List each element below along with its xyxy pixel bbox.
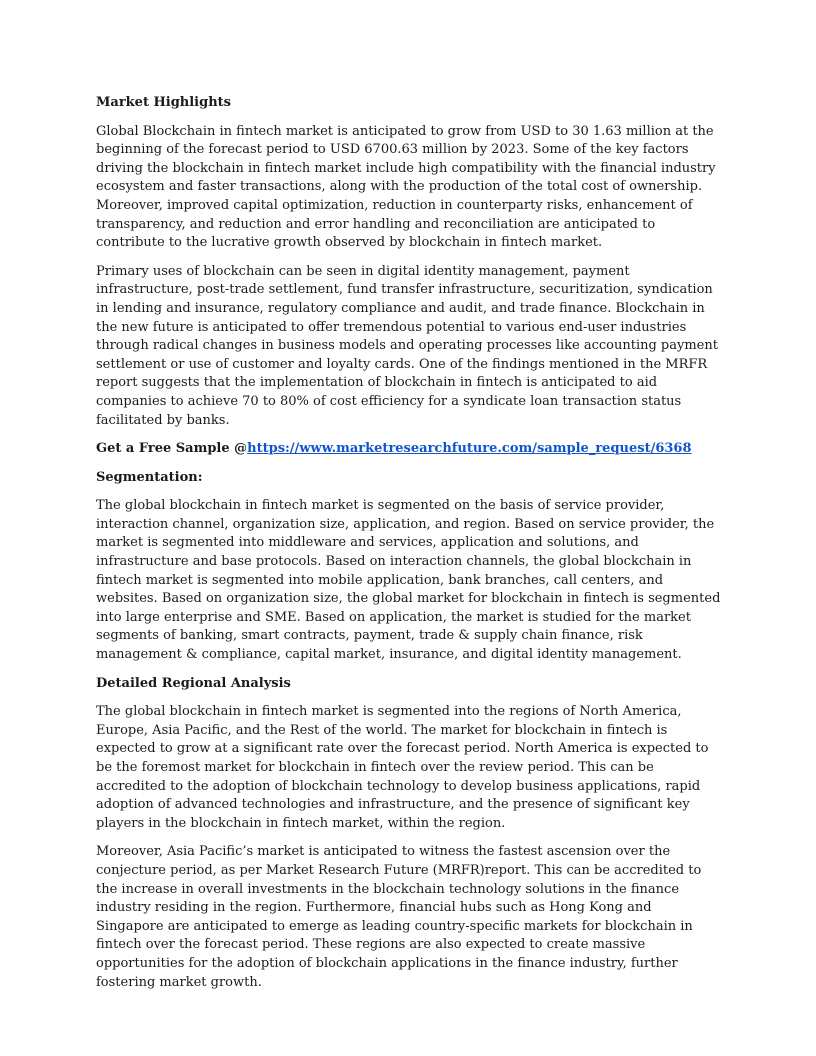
segmentation-heading: Segmentation:	[96, 469, 203, 485]
regional-analysis-heading: Detailed Regional Analysis	[96, 675, 291, 691]
free-sample-prefix: Get a Free Sample @	[96, 441, 248, 457]
document-page	[96, 94, 722, 1002]
market-highlights-paragraph-1: Global Blockchain in fintech market is anticipated to grow from USD to 30 1.63 million at the beginning of the forecast period to USD 6700.63 million by 2023. Some of the key factors driving the blockchain in fintech market include high compatibility with the financial industry ecosystem and faster transactions, along with the production of the total cost of ownership. Moreover, improved capital optimization, reduction in counterparty risks, enhancement of transparency, and reduction and error handling and reconciliation are anticipated to contribute to the lucrative growth observed by blockchain in fintech market.	[96, 123, 716, 251]
regional-analysis-paragraph-2: Moreover, Asia Pacific’s market is anticipated to witness the fastest ascension over the conjecture period, as per Market Research Future (MRFR)report. This can be accredited to the increase in overall investments in the blockchain technology solutions in the finance industry residing in the region. Furthermore, financial hubs such as Hong Kong and Singapore are anticipated to emerge as leading country-specific markets for blockchain in fintech over the forecast period. These regions are also expected to create massive opportunities for the adoption of blockchain applications in the finance industry, further fostering market growth.	[96, 844, 702, 990]
free-sample-line	[96, 440, 722, 459]
market-highlights-paragraph-2: Primary uses of blockchain can be seen in digital identity management, payment infrastructure, post-trade settlement, fund transfer infrastructure, securitization, syndication in lending and insurance, regulatory compliance and audit, and trade finance. Blockchain in the new future is anticipated to offer tremendous potential to various end-user industries through radical changes in business models and operating processes like accounting payment settlement or use of customer and loyalty cards. One of the findings mentioned in the MRFR report suggests that the implementation of blockchain in fintech is anticipated to aid companies to achieve 70 to 80% of cost efficiency for a syndicate loan transaction status facilitated by banks.	[96, 263, 718, 428]
segmentation-paragraph: The global blockchain in fintech market is segmented on the basis of service provider, interaction channel, organization size, application, and region. Based on service provider, the market is segmented into middleware and services, application and solutions, and infrastructure and base protocols. Based on interaction channels, the global blockchain in fintech market is segmented into mobile application, bank branches, call centers, and websites. Based on organization size, the global market for blockchain in fintech is segmented into large enterprise and SME. Based on application, the market is studied for the market segments of banking, smart contracts, payment, trade & supply chain finance, risk management & compliance, capital market, insurance, and digital identity management.	[96, 498, 721, 663]
market-highlights-heading: Market Highlights	[96, 95, 231, 110]
sample-request-link[interactable]: https://www.marketresearchfuture.com/sample_request/6368	[247, 441, 692, 457]
regional-analysis-paragraph-1: The global blockchain in fintech market is segmented into the regions of North America, Europe, Asia Pacific, and the Rest of the world. The market for blockchain in fintech is expected to grow at a significant rate over the forecast period. North America is expected to be the foremost market for blockchain in fintech over the review period. This can be accredited to the adoption of blockchain technology to develop business applications, rapid adoption of advanced technologies and infrastructure, and the presence of significant key players in the blockchain in fintech market, within the region.	[96, 704, 709, 831]
